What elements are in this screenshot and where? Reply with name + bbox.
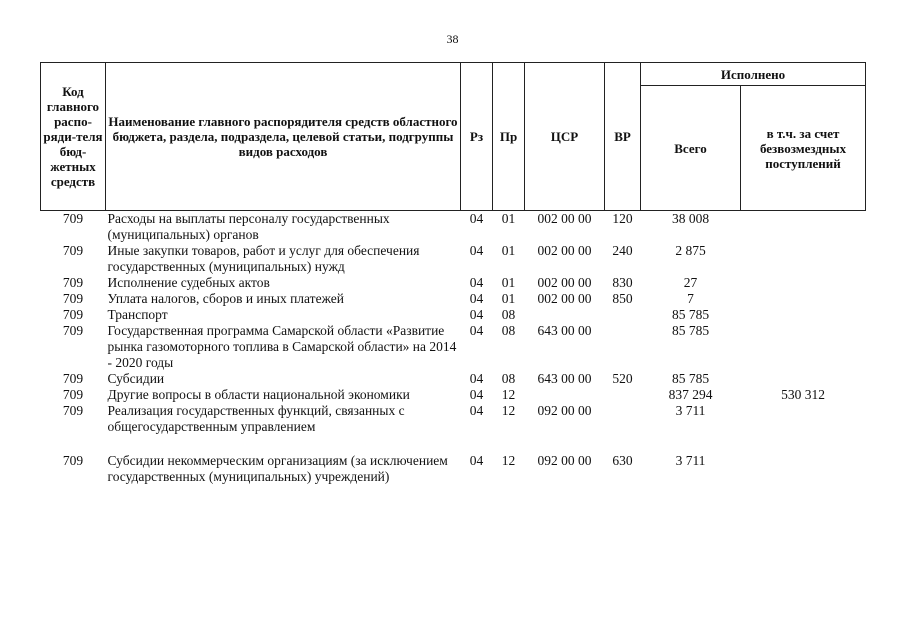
cell-vr: 850 [612,291,633,306]
cell-vr [605,307,641,323]
header-gratuitous: в т.ч. за счет безвозмездных поступлений [741,86,866,211]
cell-name: Иные закупки товаров, работ и услуг для обеспечения государственных (муниципальных) нужд [107,243,420,274]
cell-code: 709 [62,275,84,290]
cell-csr: 002 00 00 [537,291,592,306]
cell-pr: 01 [501,291,516,306]
cell-vr: 520 [612,371,633,386]
cell-gratuitous [741,435,866,485]
cell-name: Реализация государственных функций, связанных с общегосударственным управлением [107,403,405,434]
cell-rz: 04 [469,387,484,402]
table-row [41,211,866,244]
cell-total: 27 [683,275,698,290]
cell-vr: 630 [612,453,633,468]
header-vr: ВР [605,63,641,211]
cell-vr [605,387,641,403]
cell-code: 709 [62,243,84,258]
cell-pr: 01 [501,211,516,226]
cell-name: Субсидии некоммерческим организациям (за исключением государственных (муниципальных) учреждений) [107,453,448,484]
header-name: Наименование главного распорядителя средств областного бюджета, раздела, подраздела, целевой статьи, подгруппы видов расходов [106,63,461,211]
cell-csr: 002 00 00 [537,275,592,290]
cell-csr [525,307,605,323]
cell-code: 709 [62,387,84,402]
cell-total: 85 785 [671,323,710,338]
cell-pr: 08 [501,307,516,322]
cell-vr: 120 [612,211,633,226]
cell-csr: 002 00 00 [537,243,592,258]
cell-name: Государственная программа Самарской области «Развитие рынка газомоторного топлива в Самарской области» на 2014 - 2020 годы [107,323,457,370]
page-number: 38 [446,32,459,46]
table-row [41,403,866,435]
header-rz: Рз [461,63,493,211]
table-row [41,371,866,387]
cell-gratuitous [741,243,866,275]
cell-code: 709 [62,403,84,418]
cell-name: Другие вопросы в области национальной экономики [107,387,410,402]
header-csr: ЦСР [525,63,605,211]
cell-pr: 08 [501,371,516,386]
cell-pr: 12 [501,453,516,468]
table-body [41,211,866,486]
cell-gratuitous [741,307,866,323]
cell-name: Уплата налогов, сборов и иных платежей [107,291,344,306]
cell-code: 709 [62,211,84,226]
cell-code: 709 [62,371,84,386]
cell-rz: 04 [469,307,484,322]
cell-csr: 092 00 00 [537,403,592,418]
cell-rz: 04 [469,453,484,468]
cell-vr [605,323,641,371]
cell-csr: 092 00 00 [537,453,592,468]
cell-pr: 12 [501,403,516,418]
cell-vr: 240 [612,243,633,258]
cell-name: Транспорт [107,307,168,322]
cell-total: 3 711 [675,403,706,418]
cell-gratuitous [741,403,866,435]
cell-gratuitous [741,275,866,291]
cell-gratuitous [741,211,866,244]
header-total: Всего [641,86,741,211]
cell-gratuitous [741,371,866,387]
cell-code: 709 [62,291,84,306]
table-header [41,63,866,211]
header-pr: Пр [493,63,525,211]
table-row [41,275,866,291]
cell-pr: 08 [501,323,516,338]
table-row [41,323,866,371]
cell-vr: 830 [612,275,633,290]
cell-total: 7 [687,291,694,306]
header-executed: Исполнено [641,63,866,86]
cell-gratuitous [741,291,866,307]
cell-vr [605,403,641,435]
cell-csr: 643 00 00 [537,323,592,338]
table-row [41,243,866,275]
table-row [41,387,866,403]
cell-total: 85 785 [671,371,710,386]
cell-gratuitous [741,323,866,371]
cell-rz: 04 [469,211,484,226]
budget-table [40,62,866,485]
cell-code: 709 [62,323,84,338]
cell-csr: 002 00 00 [537,211,592,226]
table-row [41,435,866,485]
cell-csr: 643 00 00 [537,371,592,386]
cell-name: Исполнение судебных актов [107,275,270,290]
cell-rz: 04 [469,371,484,386]
cell-name: Субсидии [107,371,165,386]
cell-name: Расходы на выплаты персоналу государственных (муниципальных) органов [107,211,390,242]
header-code: Код главного распо-ряди-теля бюд-жетных средств [41,63,106,211]
cell-total: 837 294 [668,387,713,402]
cell-rz: 04 [469,275,484,290]
cell-total: 3 711 [675,453,706,468]
table-row [41,307,866,323]
cell-rz: 04 [469,403,484,418]
cell-rz: 04 [469,291,484,306]
cell-pr: 01 [501,243,516,258]
table-row [41,291,866,307]
cell-code: 709 [62,307,84,322]
cell-total: 2 875 [675,243,706,258]
cell-rz: 04 [469,323,484,338]
cell-total: 85 785 [671,307,710,322]
cell-code: 709 [62,453,84,468]
cell-csr [525,387,605,403]
cell-gratuitous: 530 312 [781,387,825,402]
cell-pr: 12 [501,387,516,402]
cell-pr: 01 [501,275,516,290]
cell-total: 38 008 [671,211,710,226]
cell-rz: 04 [469,243,484,258]
